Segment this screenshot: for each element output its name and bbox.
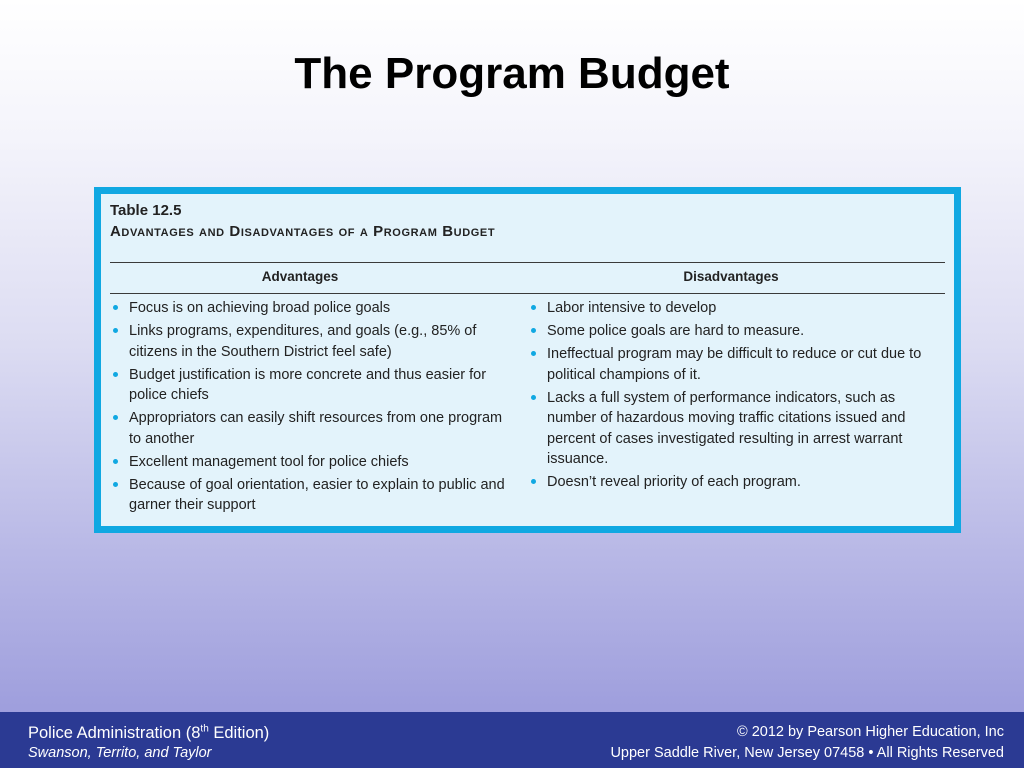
- list-item: [528, 388, 948, 470]
- footer-bar: [0, 712, 1024, 768]
- list-item: [110, 298, 505, 319]
- advantages-list: [110, 298, 505, 518]
- bullet-icon: [113, 415, 118, 420]
- publisher-address: Upper Saddle River, New Jersey 07458 • All Rights Reserved: [610, 745, 1004, 761]
- copyright-notice: © 2012 by Pearson Higher Education, Inc: [736, 724, 1004, 740]
- list-item: [528, 298, 948, 319]
- advantage-text: Because of goal orientation, easier to explain to public and garner their support: [129, 476, 505, 513]
- advantage-text: Excellent management tool for police chiefs: [129, 453, 409, 470]
- bullet-icon: [113, 305, 118, 310]
- disadvantage-text: Some police goals are hard to measure.: [547, 323, 805, 339]
- slide-title: The Program Budget: [294, 49, 730, 98]
- table-content: [110, 202, 945, 518]
- bullet-icon: [531, 479, 536, 484]
- advantage-text: Focus is on achieving broad police goals: [129, 300, 391, 316]
- advantages-header: Advantages: [261, 269, 339, 284]
- list-item: [110, 321, 505, 362]
- book-title-prefix: Police Administration (8: [28, 724, 201, 742]
- book-authors: Swanson, Territo, and Taylor: [28, 745, 212, 761]
- list-item: [110, 408, 505, 449]
- book-title-suffix: Edition): [208, 724, 270, 742]
- bullet-icon: [531, 328, 536, 333]
- table-header-row: [110, 262, 945, 294]
- bullet-icon: [531, 305, 536, 310]
- list-item: [528, 344, 948, 385]
- footer-book-info: [28, 723, 269, 763]
- list-item: [110, 452, 505, 473]
- disadvantages-header: Disadvantages: [683, 269, 779, 284]
- disadvantage-text: Ineffectual program may be difficult to reduce or cut due to political champions of it.: [547, 346, 922, 383]
- bullet-icon: [113, 482, 118, 487]
- bullet-icon: [113, 372, 118, 377]
- table-caption: Advantages and Disadvantages of a Program Budget: [110, 223, 496, 240]
- advantage-text: Budget justification is more concrete and thus easier for police chiefs: [129, 366, 487, 403]
- disadvantage-text: Doesn’t reveal priority of each program.: [547, 474, 801, 490]
- bullet-icon: [113, 459, 118, 464]
- list-item: [528, 472, 948, 493]
- edition-superscript: th: [200, 723, 209, 735]
- list-item: [110, 365, 505, 406]
- bullet-icon: [113, 328, 118, 333]
- advantage-text: Appropriators can easily shift resources from one program to another: [129, 410, 503, 447]
- table-panel: [94, 187, 961, 533]
- table-number: Table 12.5: [110, 202, 182, 219]
- footer-copyright-info: [610, 722, 1004, 764]
- book-title: [28, 723, 269, 744]
- advantage-text: Links programs, expenditures, and goals (e.g., 85% of citizens in the Southern District feel safe): [129, 323, 477, 360]
- disadvantage-text: Lacks a full system of performance indicators, such as number of hazardous moving traffic citations issued and percent of cases investigated resulting in arrest warrant issuance.: [547, 389, 906, 467]
- list-item: [528, 321, 948, 342]
- disadvantages-list: [528, 298, 948, 495]
- bullet-icon: [531, 351, 536, 356]
- bullet-icon: [531, 395, 536, 400]
- list-item: [110, 475, 505, 516]
- disadvantage-text: Labor intensive to develop: [547, 300, 717, 316]
